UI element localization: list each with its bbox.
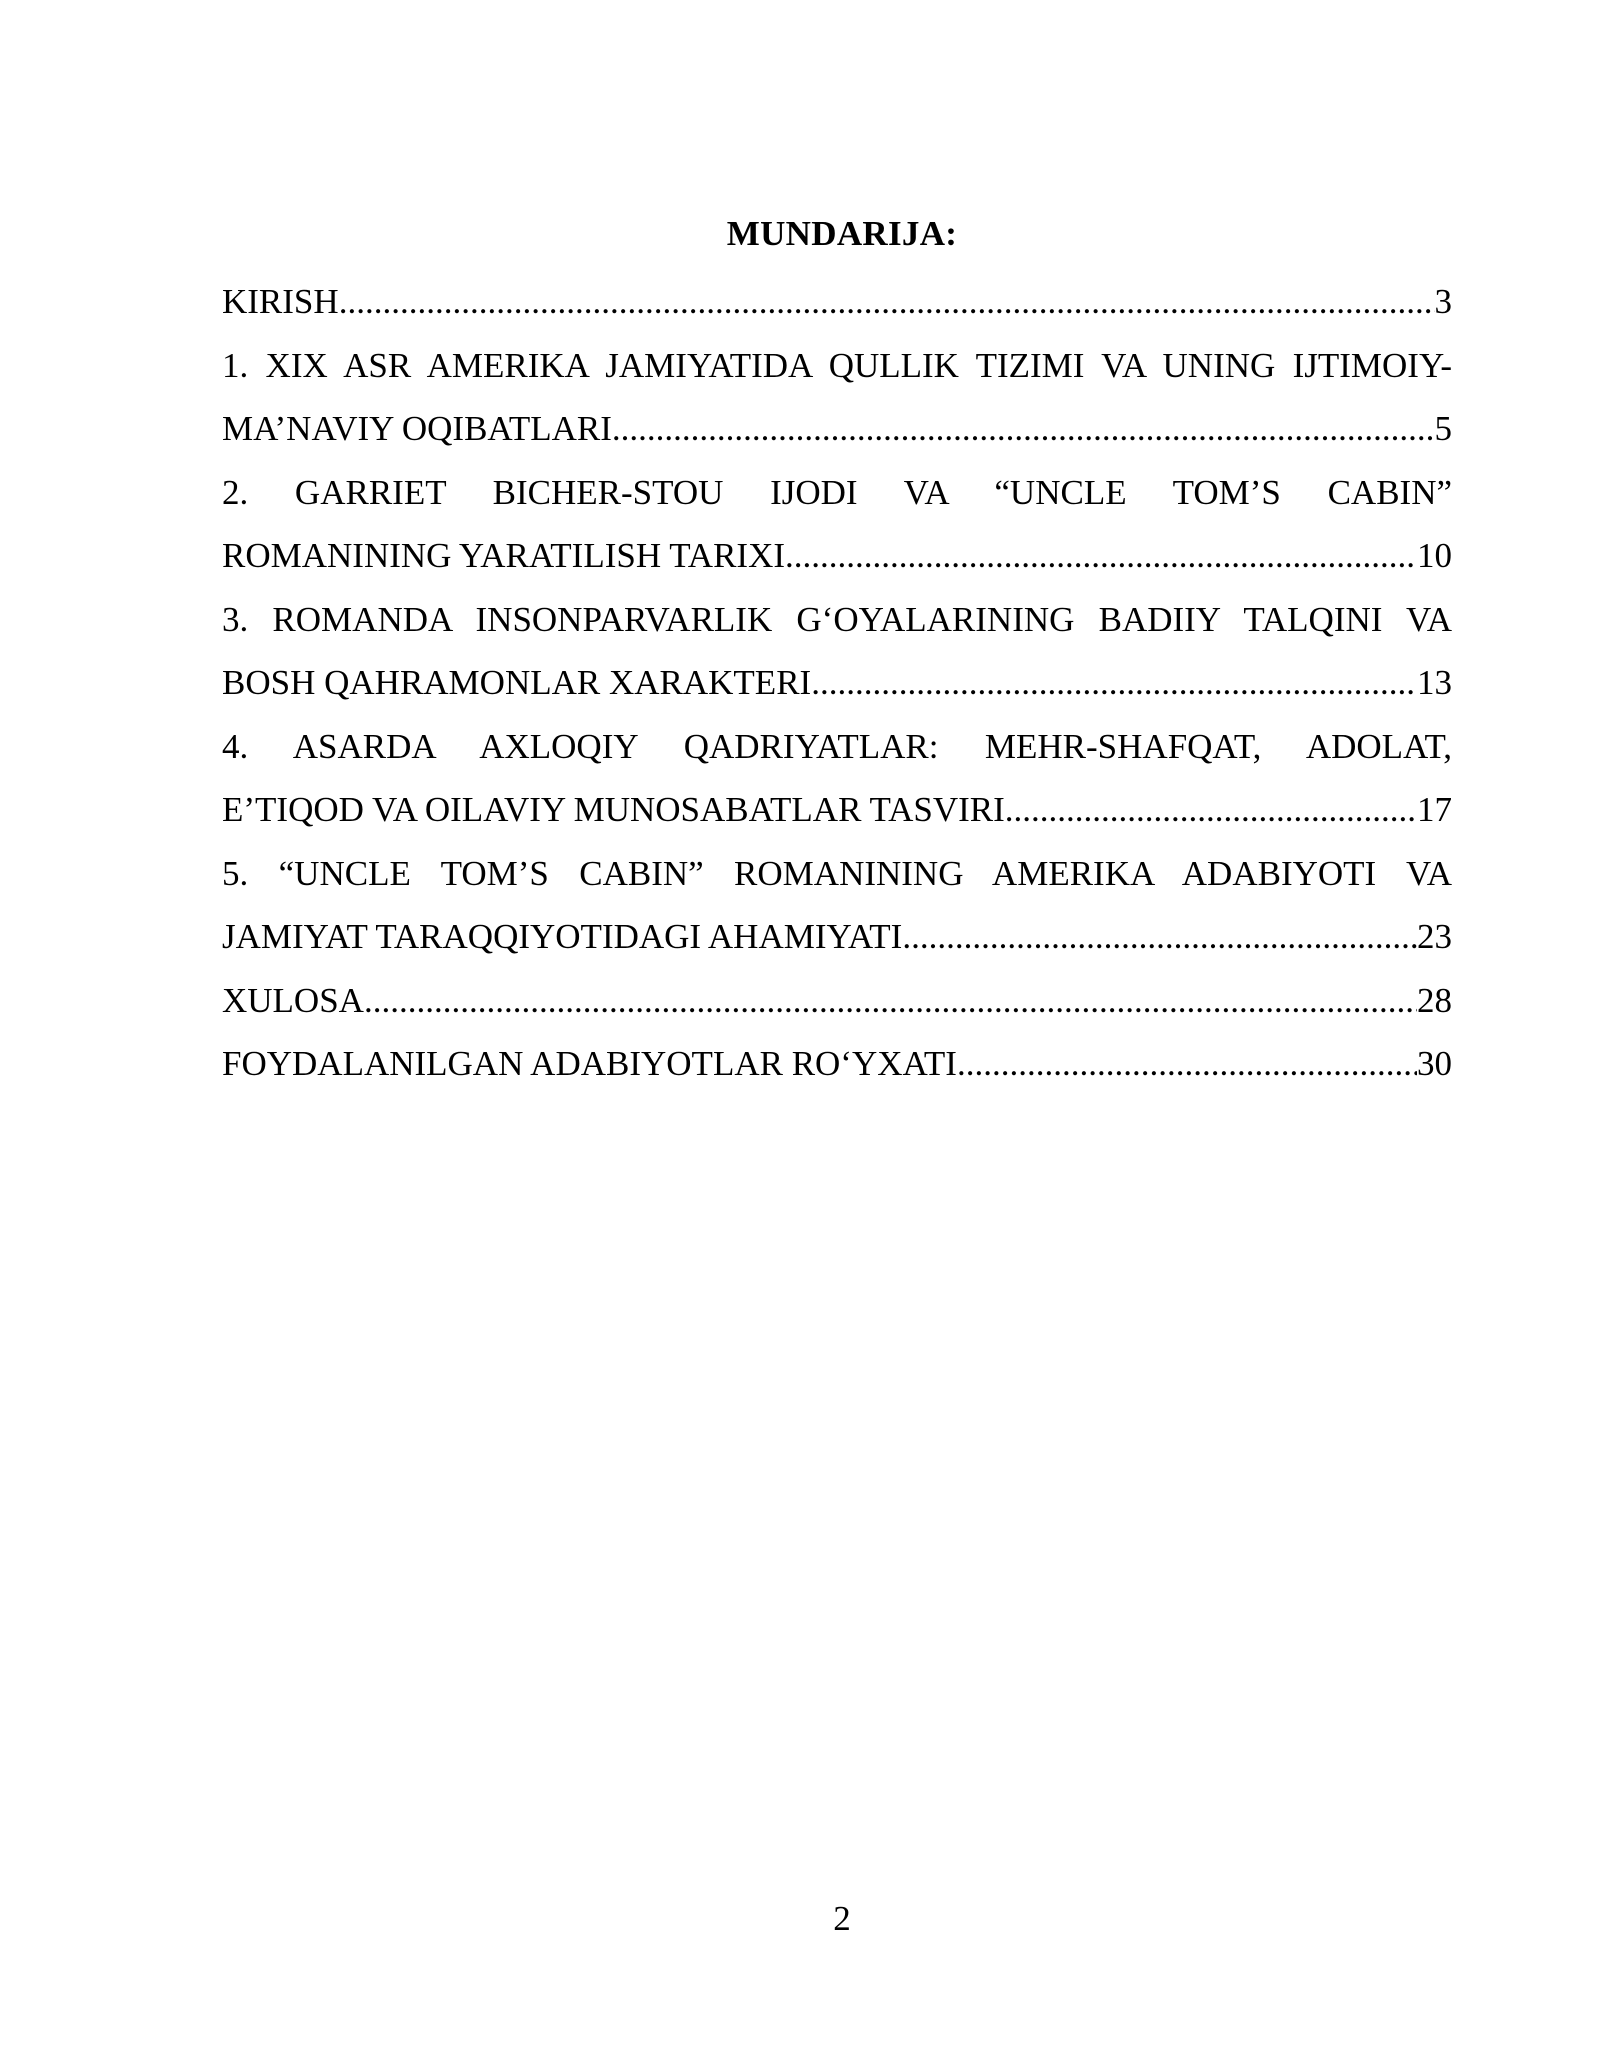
toc-entry-label: BOSH QAHRAMONLAR XARAKTERI	[222, 663, 812, 702]
page-number: 2	[833, 1899, 851, 1938]
toc-entry-ch2-line2[interactable]	[222, 524, 1452, 588]
toc-entry-label: XULOSA	[222, 980, 364, 1020]
toc-entry-label: MA’NAVIY OQIBATLARI	[222, 409, 612, 448]
toc-entry-ch3-line1[interactable]	[222, 588, 1452, 652]
dot-leader	[902, 905, 1417, 969]
toc-entry-page: 10	[1417, 536, 1452, 575]
toc-entry-ch4-line2[interactable]	[222, 778, 1452, 842]
toc-entry-label: 2. GARRIET BICHER-STOU IJODI VA “UNCLE TOM’S CABIN”	[222, 472, 1452, 512]
toc-entry-page: 23	[1417, 917, 1452, 956]
toc-entry-label: 3. ROMANDA INSONPARVARLIK G‘OYALARINING BADIIY TALQINI VA	[222, 599, 1452, 639]
toc-entry-adabiyotlar[interactable]	[222, 1032, 1452, 1096]
toc-entry-label: KIRISH	[222, 282, 339, 321]
dot-leader	[339, 270, 1435, 334]
toc-entry-ch5-line2[interactable]	[222, 905, 1452, 969]
toc-entry-ch1-line2[interactable]	[222, 397, 1452, 461]
toc-entry-label: 4. ASARDA AXLOQIY QADRIYATLAR: MEHR-SHAFQAT, ADOLAT,	[222, 726, 1452, 766]
toc-entry-page: 30	[1417, 1044, 1452, 1083]
dot-leader	[785, 524, 1417, 588]
dot-leader	[1005, 778, 1417, 842]
toc-entry-page: 28	[1417, 980, 1452, 1020]
toc-entry-page: 3	[1434, 282, 1452, 321]
toc-entry-ch3-line2[interactable]	[222, 651, 1452, 715]
toc-entry-label: JAMIYAT TARAQQIYOTIDAGI AHAMIYATI	[222, 917, 903, 956]
toc-entry-page: 5	[1434, 409, 1452, 448]
toc-entry-ch2-line1[interactable]	[222, 461, 1452, 525]
toc-entry-ch4-line1[interactable]	[222, 715, 1452, 779]
toc-entry-label: ROMANINING YARATILISH TARIXI	[222, 536, 786, 575]
toc-entry-page: 13	[1417, 663, 1452, 702]
dot-leader	[612, 397, 1435, 461]
toc-entry-kirish[interactable]	[222, 270, 1452, 334]
toc-entry-ch1-line1[interactable]	[222, 334, 1452, 398]
toc-entry-label: E’TIQOD VA OILAVIY MUNOSABATLAR TASVIRI	[222, 790, 1005, 829]
toc-entry-label: FOYDALANILGAN ADABIYOTLAR RO‘YXATI	[222, 1044, 957, 1083]
toc-entry-ch5-line1[interactable]	[222, 842, 1452, 906]
dot-leader	[957, 1032, 1417, 1096]
toc-entry-label: 5. “UNCLE TOM’S CABIN” ROMANINING AMERIKA ADABIYOTI VA	[222, 853, 1452, 893]
toc-entry-label: 1. XIX ASR AMERIKA JAMIYATIDA QULLIK TIZIMI VA UNING IJTIMOIY-	[222, 345, 1452, 385]
dot-leader	[364, 969, 1417, 1033]
toc-title: MUNDARIJA:	[726, 214, 958, 253]
dot-leader	[811, 651, 1417, 715]
toc-entry-xulosa[interactable]	[222, 969, 1452, 1033]
table-of-contents	[222, 270, 1452, 1096]
toc-entry-page: 17	[1417, 790, 1452, 829]
